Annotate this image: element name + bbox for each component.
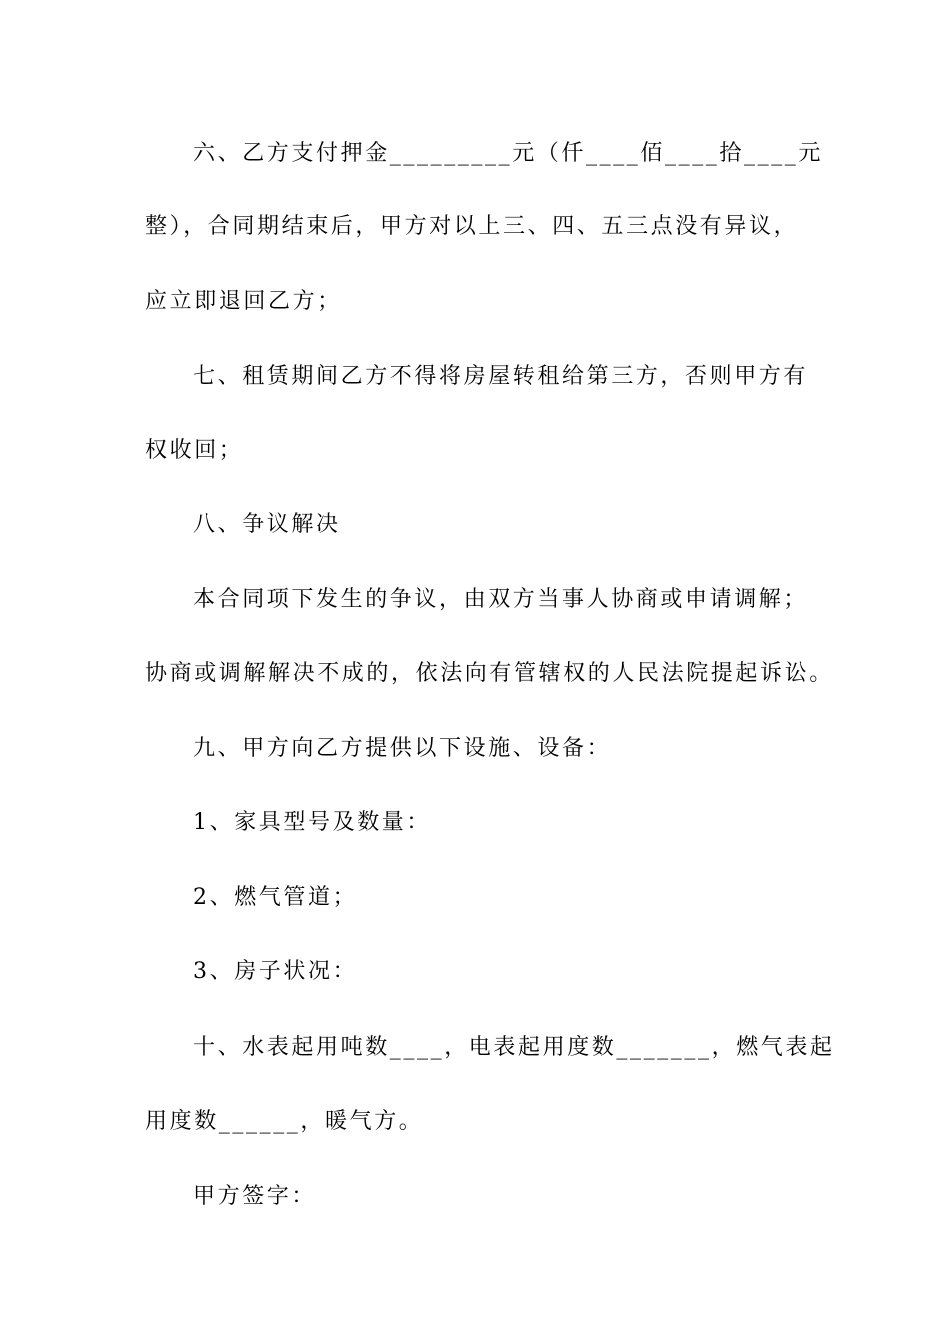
clause-8-heading: 八、争议解决 [193,512,341,537]
clause-7-line-2: 权收回； [145,438,244,463]
clause-6-line-1: 六、乙方支付押金_________元（仟____佰____拾____元 [193,141,824,166]
clause-6-line-2: 整），合同期结束后，甲方对以上三、四、五三点没有异议， [145,214,799,239]
clause-6-line-3: 应立即退回乙方； [145,289,342,314]
clause-7-line-1: 七、租赁期间乙方不得将房屋转租给第三方，否则甲方有 [193,364,809,389]
clause-8-line-2: 协商或调解解决不成的，依法向有管辖权的人民法院提起诉讼。 [145,661,834,686]
clause-9-heading: 九、甲方向乙方提供以下设施、设备： [193,736,612,761]
clause-10-line-2: 用度数______，暖气方。 [145,1109,424,1134]
party-a-signature-label: 甲方签字： [193,1184,317,1209]
clause-8-line-1: 本合同项下发生的争议，由双方当事人协商或申请调解； [193,587,809,612]
clause-10-line-1: 十、水表起用吨数____，电表起用度数_______，燃气表起 [193,1035,835,1060]
clause-9-item-1: 1、家具型号及数量： [193,810,431,835]
clause-9-item-3: 3、房子状况： [193,959,358,984]
clause-9-item-2: 2、燃气管道； [193,885,358,910]
